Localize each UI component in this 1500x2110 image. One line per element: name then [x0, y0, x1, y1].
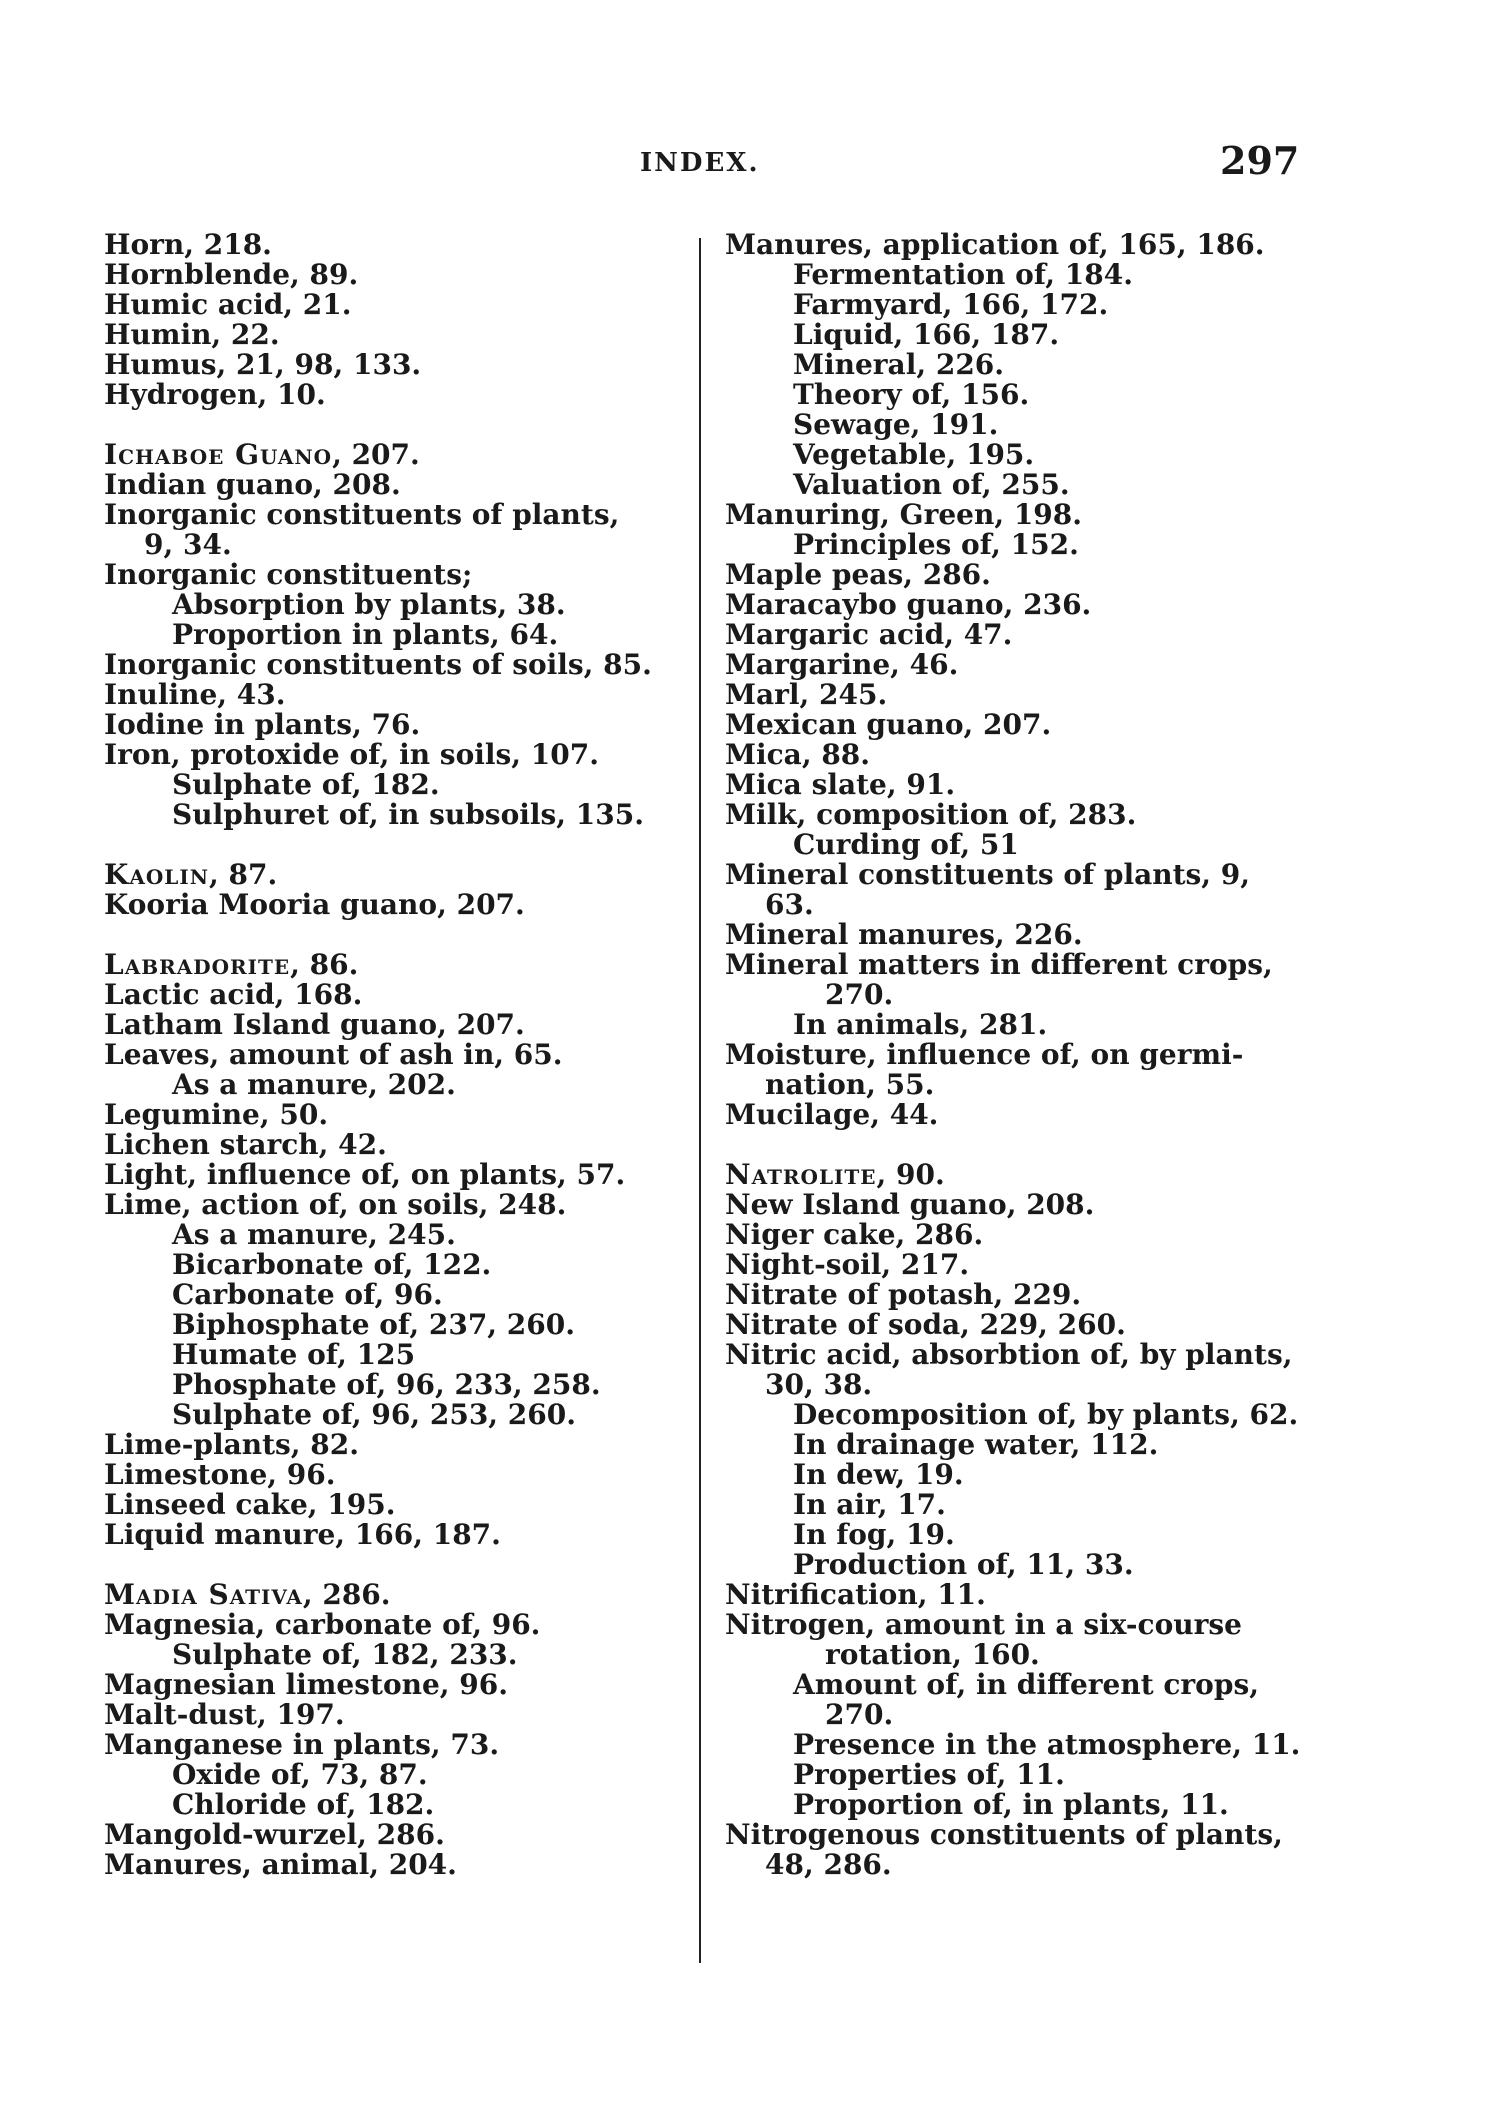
index-entry: New Island guano, 208. [725, 1188, 1095, 1221]
small-caps-term: Ichaboe Guano [104, 438, 333, 471]
index-subentry: Theory of, 156. [793, 378, 1030, 411]
index-subentry: Sulphate of, 182. [172, 768, 440, 801]
index-entry: Nitrate of soda, 229, 260. [725, 1308, 1126, 1341]
column-divider [699, 238, 701, 1963]
index-subentry: Humate of, 125 [172, 1338, 416, 1371]
index-entry: Lactic acid, 168. [104, 978, 363, 1011]
index-entry: Margaric acid, 47. [725, 618, 1013, 651]
page-header [0, 138, 1500, 188]
index-entry-pages: , 86. [290, 948, 359, 981]
index-entry: Mineral matters in different crops, [725, 948, 1273, 981]
index-entry: Inorganic constituents of plants, [104, 498, 620, 531]
running-head: INDEX. [640, 148, 760, 178]
index-subentry: Bicarbonate of, 122. [172, 1248, 492, 1281]
index-entry: Linseed cake, 195. [104, 1488, 396, 1521]
index-entry: Lichen starch, 42. [104, 1128, 387, 1161]
index-subentry: Oxide of, 73, 87. [172, 1758, 428, 1791]
index-subentry: In dew, 19. [793, 1458, 964, 1491]
index-subentry: Phosphate of, 96, 233, 258. [172, 1368, 601, 1401]
index-entry: Indian guano, 208. [104, 468, 401, 501]
index-subentry: In air, 17. [793, 1488, 946, 1521]
index-subentry: Properties of, 11. [793, 1758, 1065, 1791]
index-entry: Mica, 88. [725, 738, 871, 771]
index-subentry: Sulphate of, 182, 233. [172, 1638, 518, 1671]
index-entry: Mica slate, 91. [725, 768, 956, 801]
index-entry: Lime-plants, 82. [104, 1428, 360, 1461]
index-entry: Nitrogen, amount in a six-course [725, 1608, 1242, 1641]
index-subentry: Carbonate of, 96. [172, 1278, 443, 1311]
index-entry: Margarine, 46. [725, 648, 959, 681]
index-entry: Magnesian limestone, 96. [104, 1668, 509, 1701]
index-entry: Milk, composition of, 283. [725, 798, 1137, 831]
index-entry-letter-start [92, 1580, 692, 1610]
index-entry: Nitrification, 11. [725, 1578, 986, 1611]
index-entry: Manganese in plants, 73. [104, 1728, 500, 1761]
index-subentry: As a manure, 245. [172, 1218, 456, 1251]
index-entry: Legumine, 50. [104, 1098, 329, 1131]
index-entry: Liquid manure, 166, 187. [104, 1518, 501, 1551]
index-entry: Kooria Mooria guano, 207. [104, 888, 525, 921]
index-entry-continuation: 48, 286. [765, 1848, 892, 1881]
index-subentry: Proportion in plants, 64. [172, 618, 559, 651]
index-entry: Nitrogenous constituents of plants, [725, 1818, 1283, 1851]
index-entry: Mexican guano, 207. [725, 708, 1052, 741]
index-entry-continuation: 270. [825, 1698, 894, 1731]
index-entry: Humic acid, 21. [104, 288, 352, 321]
index-subentry: Decomposition of, by plants, 62. [793, 1398, 1299, 1431]
index-subentry: In fog, 19. [793, 1518, 955, 1551]
index-subentry: Mineral, 226. [793, 348, 1005, 381]
index-entry: Iodine in plants, 76. [104, 708, 421, 741]
index-entry: Malt-dust, 197. [104, 1698, 345, 1731]
index-subentry: Presence in the atmosphere, 11. [793, 1728, 1301, 1761]
index-entry: Leaves, amount of ash in, 65. [104, 1038, 563, 1071]
index-entry: Manures, application of, 165, 186. [725, 228, 1265, 261]
index-entry: Niger cake, 286. [725, 1218, 984, 1251]
index-subentry: Fermentation of, 184. [793, 258, 1133, 291]
index-entry: Night-soil, 217. [725, 1248, 970, 1281]
index-subentry: Sulphate of, 96, 253, 260. [172, 1398, 576, 1431]
index-entry: Manures, animal, 204. [104, 1848, 457, 1881]
index-entry-letter-start [92, 860, 692, 890]
index-entry-continuation: nation, 55. [765, 1068, 935, 1101]
index-entry-letter-start [713, 1160, 1313, 1190]
index-column-left [92, 230, 692, 1880]
index-entry: Horn, 218. [104, 228, 272, 261]
index-subentry: Absorption by plants, 38. [172, 588, 566, 621]
index-entry-continuation: 30, 38. [765, 1368, 873, 1401]
index-entry: Mucilage, 44. [725, 1098, 939, 1131]
index-entry: Inuline, 43. [104, 678, 286, 711]
index-subentry: Valuation of, 255. [793, 468, 1070, 501]
index-entry-continuation: 9, 34. [144, 528, 232, 561]
index-entry: Moisture, influence of, on germi- [725, 1038, 1244, 1071]
index-column-right [713, 230, 1313, 1880]
index-entry: Inorganic constituents; [104, 558, 473, 591]
index-subentry: As a manure, 202. [172, 1068, 456, 1101]
index-entry: Light, influence of, on plants, 57. [104, 1158, 626, 1191]
index-entry-letter-start [92, 950, 692, 980]
index-entry: Magnesia, carbonate of, 96. [104, 1608, 541, 1641]
small-caps-term: Kaolin [104, 858, 209, 891]
index-entry: Hydrogen, 10. [104, 378, 326, 411]
index-subentry: Amount of, in different crops, [793, 1668, 1259, 1701]
index-entry: Hornblende, 89. [104, 258, 359, 291]
index-subentry: In drainage water, 112. [793, 1428, 1159, 1461]
small-caps-term: Natrolite [725, 1158, 877, 1191]
page-number: 297 [1220, 138, 1300, 183]
index-entry-pages: , 207. [332, 438, 420, 471]
index-subentry: Curding of, 51 [793, 828, 1019, 861]
index-entry: Humin, 22. [104, 318, 280, 351]
index-entry: Limestone, 96. [104, 1458, 336, 1491]
index-entry: Maracaybo guano, 236. [725, 588, 1092, 621]
small-caps-term: Madia Sativa [104, 1578, 303, 1611]
index-entry: Iron, protoxide of, in soils, 107. [104, 738, 599, 771]
index-subentry: Biphosphate of, 237, 260. [172, 1308, 575, 1341]
index-subentry: Sewage, 191. [793, 408, 999, 441]
index-subentry: Sulphuret of, in subsoils, 135. [172, 798, 644, 831]
small-caps-term: Labradorite [104, 948, 291, 981]
index-subentry: Liquid, 166, 187. [793, 318, 1060, 351]
index-entry-pages: , 90. [876, 1158, 945, 1191]
index-subentry: Vegetable, 195. [793, 438, 1035, 471]
index-subentry: Principles of, 152. [793, 528, 1079, 561]
index-subentry: Farmyard, 166, 172. [793, 288, 1109, 321]
index-entry: Marl, 245. [725, 678, 888, 711]
index-entry: Mangold-wurzel, 286. [104, 1818, 445, 1851]
index-entry: Latham Island guano, 207. [104, 1008, 525, 1041]
index-subentry: Chloride of, 182. [172, 1788, 435, 1821]
index-entry: Nitric acid, absorbtion of, by plants, [725, 1338, 1293, 1371]
index-entry-pages: , 286. [302, 1578, 391, 1611]
index-entry: Mineral manures, 226. [725, 918, 1083, 951]
index-entry: Mineral constituents of plants, 9, [725, 858, 1251, 891]
index-entry-continuation: 63. [765, 888, 814, 921]
index-subentry: Production of, 11, 33. [793, 1548, 1134, 1581]
index-entry: Lime, action of, on soils, 248. [104, 1188, 567, 1221]
index-entry: Nitrate of potash, 229. [725, 1278, 1082, 1311]
index-entry-continuation: rotation, 160. [825, 1638, 1040, 1671]
index-entry: Manuring, Green, 198. [725, 498, 1083, 531]
index-entry-continuation: 270. [825, 978, 894, 1011]
index-subentry: Proportion of, in plants, 11. [793, 1788, 1229, 1821]
index-entry: Humus, 21, 98, 133. [104, 348, 422, 381]
index-subentry: In animals, 281. [793, 1008, 1048, 1041]
index-entry-pages: , 87. [208, 858, 278, 891]
index-entry: Maple peas, 286. [725, 558, 991, 591]
index-entry-letter-start [92, 440, 692, 470]
index-entry: Inorganic constituents of soils, 85. [104, 648, 652, 681]
